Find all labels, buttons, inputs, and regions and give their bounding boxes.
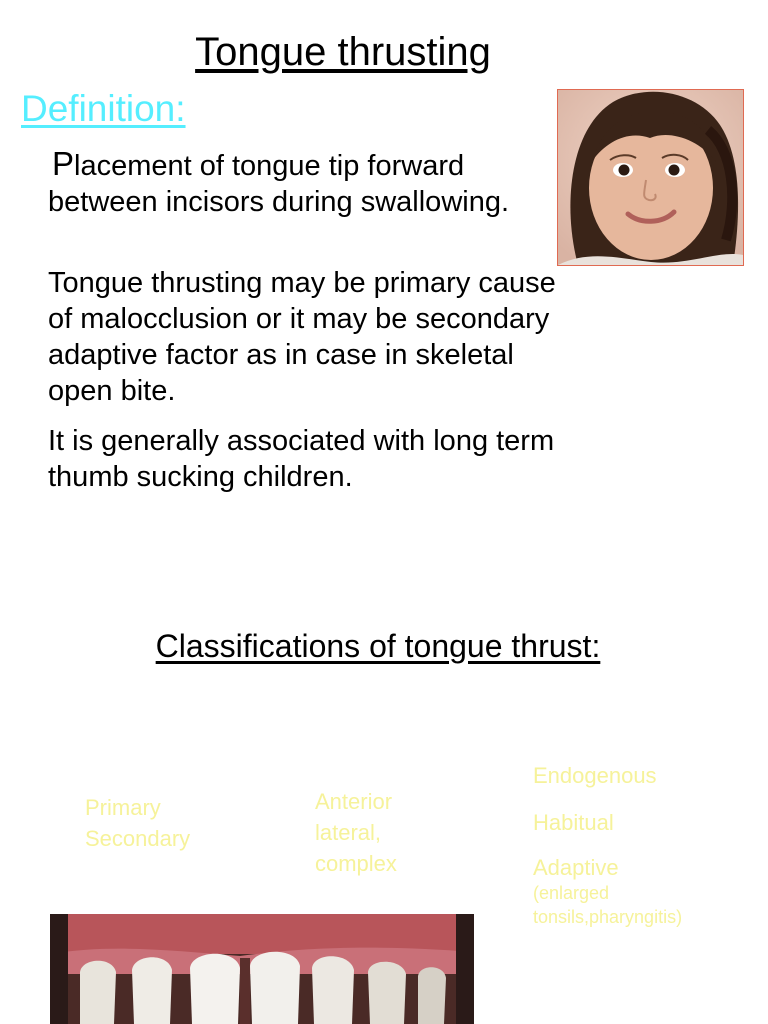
- classification-item: Secondary: [85, 826, 191, 851]
- classification-item: complex: [315, 851, 397, 876]
- child-face-illustration: [558, 90, 743, 265]
- teeth-photo: [50, 914, 474, 1024]
- drop-letter: P: [52, 145, 75, 182]
- association-paragraph: It is generally associated with long term thumb sucking children.: [48, 425, 555, 493]
- classification-item: lateral,: [315, 820, 382, 845]
- classification-column-2: [315, 786, 397, 879]
- classification-habitual: Habitual: [533, 810, 614, 835]
- classification-item: Anterior: [315, 789, 393, 814]
- child-photo: [557, 89, 744, 266]
- classification-column-1: [85, 792, 190, 854]
- definition-heading: Definition:: [21, 88, 186, 129]
- classification-endogenous: Endogenous: [533, 763, 657, 788]
- classification-heading: Classifications of tongue thrust:: [155, 628, 601, 664]
- page-title: Tongue thrusting: [195, 30, 491, 74]
- classification-item: Primary: [85, 795, 161, 820]
- teeth-illustration: [50, 914, 474, 1024]
- definition-paragraph: [48, 146, 568, 220]
- classification-adaptive-note: (enlarged tonsils,pharyngitis): [533, 883, 683, 927]
- classification-adaptive: Adaptive: [533, 855, 619, 880]
- cause-paragraph: Tongue thrusting may be primary cause of malocclusion or it may be secondary adaptive factor as in case in skeletal open bite.: [48, 267, 556, 407]
- definition-text: lacement of tongue tip forward between incisors during swallowing.: [48, 150, 510, 218]
